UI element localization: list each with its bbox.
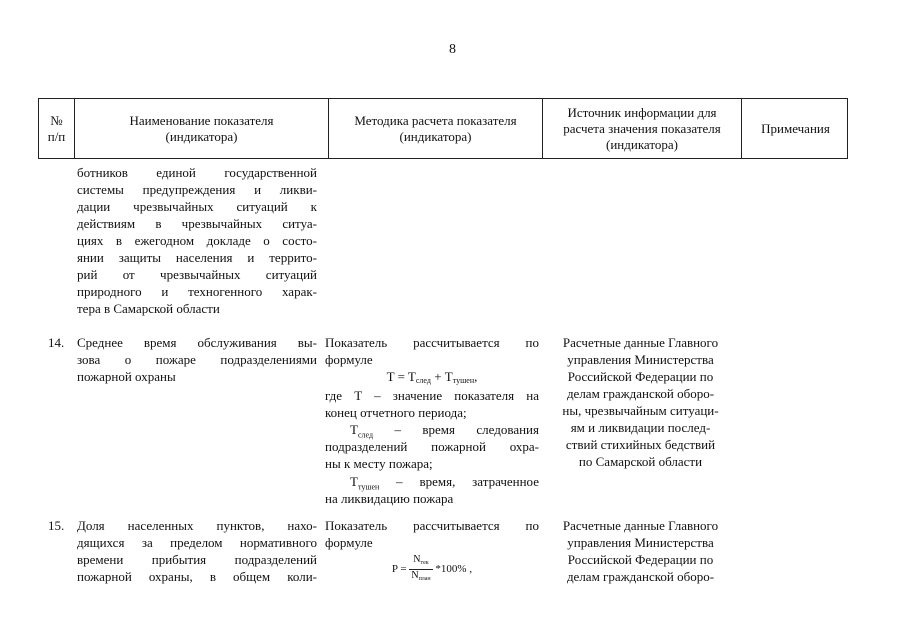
source-line: делам гражданской оборо- (566, 569, 715, 584)
continuation-line: тера в Самарской области (77, 301, 220, 316)
indicator-name-line: времени прибытия подразделений (77, 552, 317, 567)
continuation-line: янии защиты населения и террито- (77, 250, 317, 265)
source-line: Расчетные данные Главного (562, 335, 719, 350)
header-col-source: Источник информации для расчета значения показателя (индикатора) (542, 99, 741, 158)
continuation-line: ботников единой государственной (77, 165, 317, 180)
page-number: 8 (449, 42, 456, 57)
header-col-name: Наименование показателя (индикатора) (74, 99, 328, 158)
method-line: конец отчетного периода; (325, 405, 467, 420)
header-col-method: Методика расчета показателя (индикатора) (328, 99, 542, 158)
source-line: по Самарской области (578, 454, 703, 469)
source-line: делам гражданской оборо- (566, 386, 715, 401)
formula-share: P = $\frac{N_{тек}}{N_{план}}$ *100% , (391, 554, 473, 582)
indicator-name-line: дящихся за пределом нормативного (77, 535, 317, 550)
method-line: Показатель рассчитывается по (325, 335, 539, 350)
method-line: подразделений пожарной охра- (325, 439, 539, 454)
method-line: формуле (325, 535, 373, 550)
continuation-line: дации чрезвычайных ситуаций к (77, 199, 317, 214)
source-line: ям и ликвидации послед- (570, 420, 711, 435)
method-line: на ликвидацию пожара (325, 491, 454, 506)
continuation-line: циях в ежегодном докладе о состо- (77, 233, 317, 248)
source-line: ны, чрезвычайным ситуаци- (562, 403, 719, 418)
header-col-number: № п/п (47, 112, 66, 144)
indicator-name-line: пожарной охраны, в общем коли- (77, 569, 317, 584)
method-line: ны к месту пожара; (325, 456, 433, 471)
method-line: Показатель рассчитывается по (325, 518, 539, 533)
variable-t-tushen: $T_{тушен}$ – время, затраченное (350, 474, 539, 492)
variable-t-sled: $T_{след}$ – время следования (350, 422, 539, 440)
source-line: Российской Федерации по (567, 369, 714, 384)
source-line: Расчетные данные Главного (562, 518, 719, 533)
continuation-line: действиям в чрезвычайных ситуа- (77, 216, 317, 231)
continuation-line: природного и техногенного харак- (77, 284, 317, 299)
table-header (38, 98, 848, 159)
source-line: управления Министерства (567, 352, 714, 367)
source-line: ствий стихийных бедствий (565, 437, 716, 452)
indicator-name-line: зова о пожаре подразделениями (77, 352, 317, 367)
indicator-name-line: Среднее время обслуживания вы- (77, 335, 317, 350)
row-number: 14. (48, 335, 65, 350)
method-line: формуле (325, 352, 373, 367)
header-col-notes: Примечания (741, 99, 849, 158)
source-line: Российской Федерации по (567, 552, 714, 567)
continuation-line: рий от чрезвычайных ситуаций (77, 267, 317, 282)
continuation-line: системы предупреждения и ликви- (77, 182, 317, 197)
indicator-name-line: пожарной охраны (77, 369, 176, 384)
source-line: управления Министерства (567, 535, 714, 550)
indicator-name-line: Доля населенных пунктов, нахо- (77, 518, 317, 533)
formula-time: $T = T_{след} + T_{тушен}$, (386, 369, 478, 385)
method-line: где T – значение показателя на (325, 388, 539, 403)
row-number: 15. (48, 518, 65, 533)
